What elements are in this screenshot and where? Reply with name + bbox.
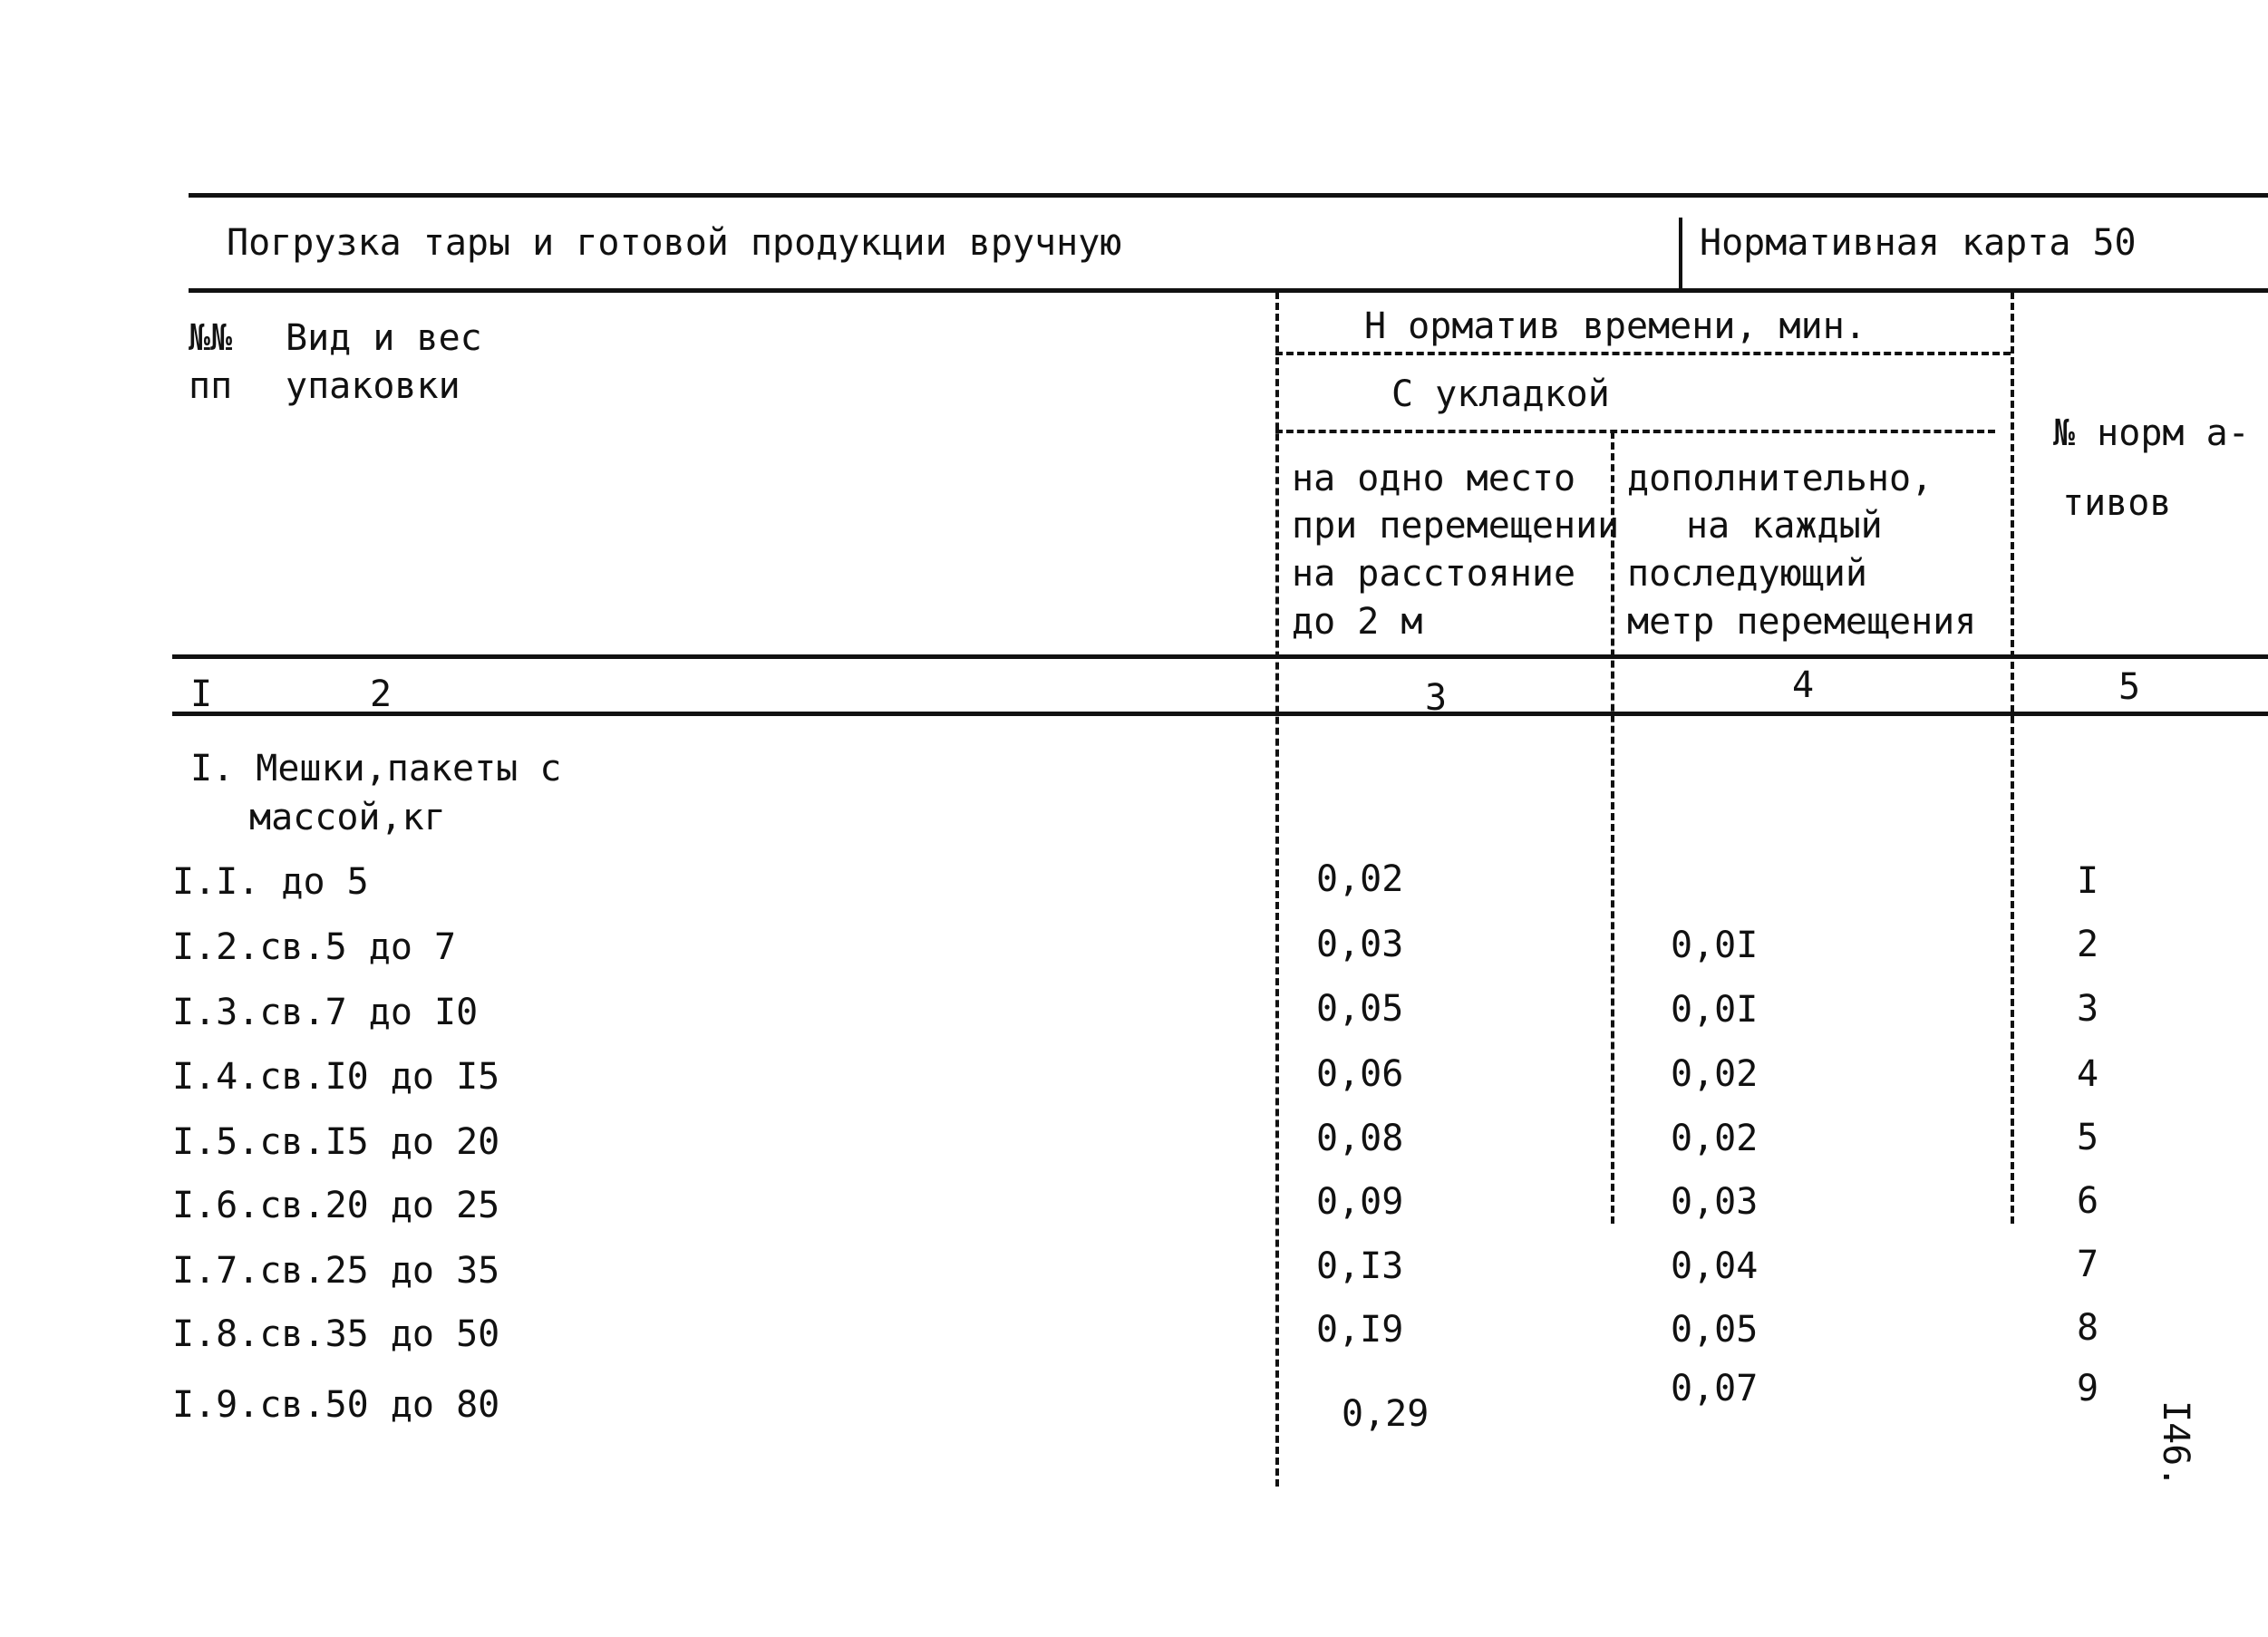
- norm-card-label: Нормативная карта 50: [1700, 222, 2137, 264]
- row-norm-number: 2: [2076, 924, 2099, 965]
- row-per-place: 0,02: [1316, 858, 1404, 900]
- row-label: I.3.св.7 до I0: [172, 992, 479, 1033]
- per-place-header-3: на расстояние: [1292, 553, 1576, 595]
- col-number-5: 5: [2118, 666, 2141, 708]
- additional-header-4: метр перемещения: [1627, 601, 1977, 643]
- row-norm-number: 7: [2076, 1244, 2099, 1285]
- section-heading: I. Мешки,пакеты с: [190, 748, 562, 789]
- row-label: I.8.св.35 до 50: [172, 1313, 500, 1355]
- row-norm-number: 4: [2076, 1053, 2099, 1095]
- col-kind-label-2: упаковки: [286, 365, 460, 407]
- top-rule: [189, 193, 2268, 198]
- col-number-1: I: [190, 673, 213, 715]
- row-label: I.2.св.5 до 7: [172, 926, 457, 968]
- row-label: I.I. до 5: [172, 861, 369, 903]
- row-norm-number: 8: [2076, 1307, 2099, 1349]
- row-additional: 0,04: [1671, 1245, 1759, 1287]
- row-additional: 0,05: [1671, 1309, 1759, 1351]
- additional-header-2: на каждый: [1686, 505, 1883, 547]
- row-label: I.7.св.25 до 35: [172, 1250, 500, 1292]
- row-per-place: 0,08: [1316, 1118, 1404, 1159]
- colnum-rule: [172, 712, 2268, 716]
- with-packing-header: С укладкой: [1391, 373, 1610, 415]
- row-norm-number: 5: [2076, 1117, 2099, 1158]
- row-per-place: 0,06: [1316, 1053, 1404, 1095]
- column-divider-5: [2011, 292, 2014, 1224]
- row-norm-number: 3: [2076, 988, 2099, 1030]
- norm-time-underline: [1275, 352, 2011, 355]
- row-additional: 0,07: [1671, 1368, 1759, 1409]
- column-divider-3: [1275, 292, 1279, 1487]
- additional-header-1: дополнительно,: [1627, 458, 1934, 499]
- row-norm-number: 6: [2076, 1180, 2099, 1222]
- row-label: I.9.св.50 до 80: [172, 1384, 500, 1426]
- row-additional: 0,03: [1671, 1181, 1759, 1223]
- row-norm-number: I: [2076, 860, 2099, 902]
- additional-header-3: последующий: [1627, 553, 1867, 595]
- col-number-4: 4: [1792, 664, 1815, 706]
- page-number: I46.: [2155, 1400, 2196, 1488]
- col-number-2: 2: [370, 673, 393, 715]
- per-place-header-2: при перемещении: [1292, 505, 1620, 547]
- row-label: I.4.св.I0 до I5: [172, 1056, 500, 1098]
- subheader-rule: [172, 654, 2268, 659]
- norm-no-header-1: № норм а-: [2053, 412, 2250, 454]
- section-heading-2: массой,кг: [249, 797, 446, 838]
- header-divider: [1679, 218, 1682, 292]
- row-per-place: 0,29: [1342, 1393, 1430, 1435]
- row-per-place: 0,09: [1316, 1181, 1404, 1223]
- with-packing-underline: [1275, 430, 1995, 433]
- col-nn-label-2: пп: [189, 365, 233, 407]
- row-additional: 0,02: [1671, 1118, 1759, 1159]
- row-per-place: 0,I9: [1316, 1309, 1404, 1351]
- document-title: Погрузка тары и готовой продукции вручную: [227, 222, 1122, 264]
- row-label: I.6.св.20 до 25: [172, 1185, 500, 1226]
- row-per-place: 0,03: [1316, 924, 1404, 965]
- per-place-header-1: на одно место: [1292, 458, 1576, 499]
- col-number-3: 3: [1425, 677, 1448, 719]
- row-per-place: 0,I3: [1316, 1245, 1404, 1287]
- row-additional: 0,02: [1671, 1053, 1759, 1095]
- row-label: I.5.св.I5 до 20: [172, 1121, 500, 1163]
- col-nn-label: №№: [189, 317, 233, 359]
- row-additional: 0,0I: [1671, 989, 1759, 1031]
- col-kind-label: Вид и вес: [286, 317, 482, 359]
- norm-time-header: Н орматив времени, мин.: [1364, 305, 1866, 347]
- header-bottom-rule: [189, 288, 2268, 293]
- per-place-header-4: до 2 м: [1292, 601, 1423, 643]
- row-per-place: 0,05: [1316, 988, 1404, 1030]
- norm-no-header-2: тивов: [2062, 482, 2172, 524]
- column-divider-4: [1611, 431, 1614, 1224]
- row-additional: 0,0I: [1671, 925, 1759, 966]
- row-norm-number: 9: [2076, 1368, 2099, 1409]
